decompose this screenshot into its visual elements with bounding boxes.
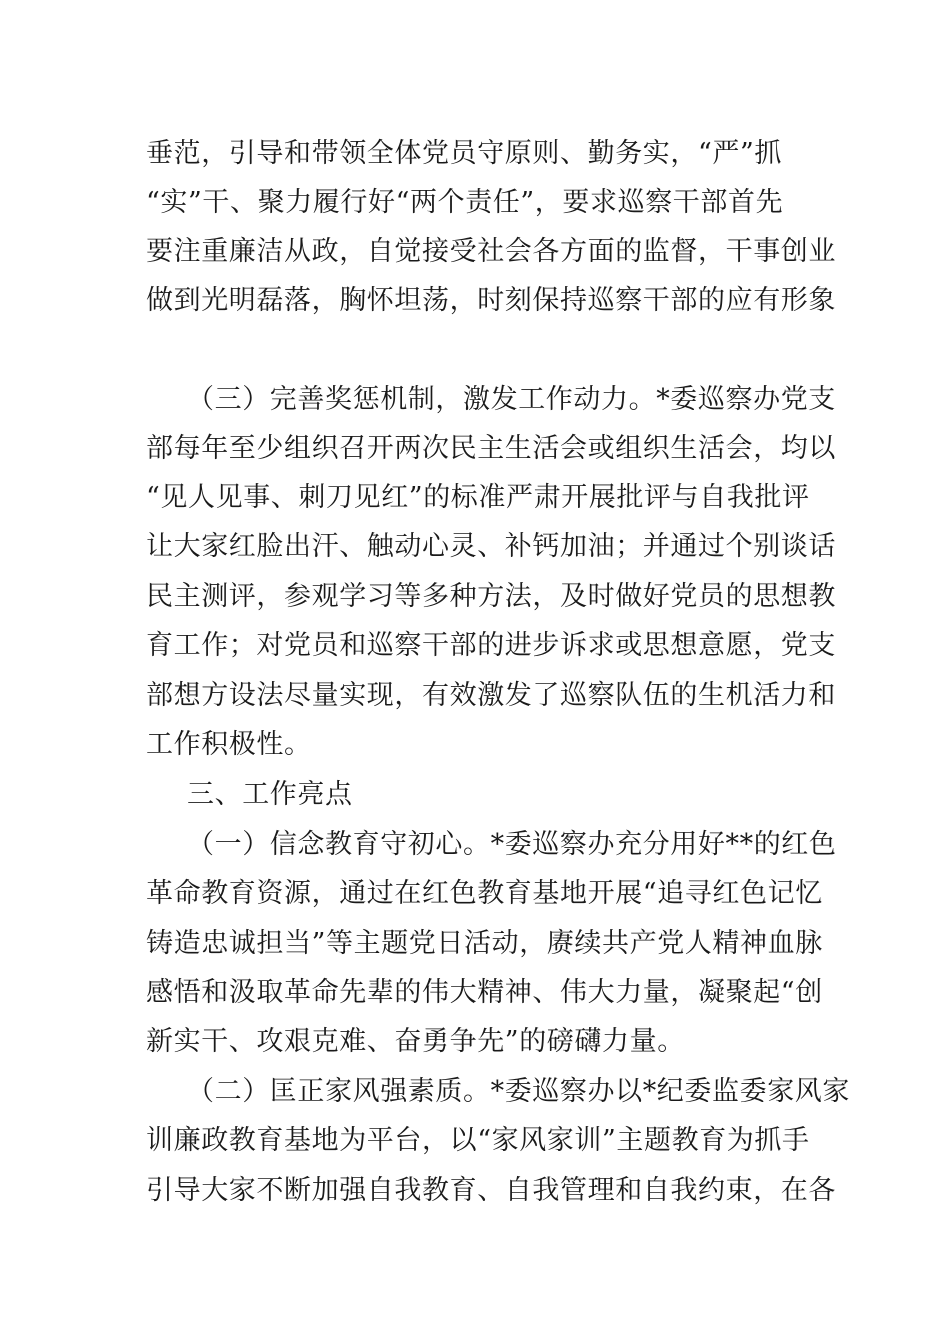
section-heading-2: （二）匡正家风强素质。*委巡察办以*纪委监委家风家 xyxy=(187,1076,850,1107)
text-line: 育工作；对党员和巡察干部的进步诉求或思想意愿，党支 xyxy=(146,630,836,661)
text-line: 铸造忠诚担当”等主题党日活动，赓续共产党人精神血脉 xyxy=(146,928,823,959)
text-line: 部每年至少组织召开两次民主生活会或组织生活会，均以 xyxy=(146,433,836,464)
chapter-heading: 三、工作亮点 xyxy=(187,779,353,810)
text-line: 民主测评，参观学习等多种方法，及时做好党员的思想教 xyxy=(146,581,836,612)
text-line: “实”干、聚力履行好“两个责任”，要求巡察干部首先 xyxy=(146,187,784,218)
text-line: 训廉政教育基地为平台，以“家风家训”主题教育为抓手 xyxy=(146,1125,810,1156)
text-line: 引导大家不断加强自我教育、自我管理和自我约束，在各 xyxy=(146,1175,836,1206)
section-heading-3: （三）完善奖惩机制，激发工作动力。*委巡察办党支 xyxy=(187,384,836,415)
text-line: 工作积极性。 xyxy=(146,729,312,760)
section-heading-1: （一）信念教育守初心。*委巡察办充分用好**的红色 xyxy=(187,829,837,860)
text-line: 要注重廉洁从政，自觉接受社会各方面的监督，干事创业 xyxy=(146,236,836,267)
text-line: 感悟和汲取革命先辈的伟大精神、伟大力量，凝聚起“创 xyxy=(146,977,823,1008)
text-line: 部想方设法尽量实现，有效激发了巡察队伍的生机活力和 xyxy=(146,680,836,711)
text-line: 新实干、攻艰克难、奋勇争先”的磅礴力量。 xyxy=(146,1026,685,1057)
text-line: 让大家红脸出汗、触动心灵、补钙加油；并通过个别谈话 xyxy=(146,531,836,562)
text-line: “见人见事、刺刀见红”的标准严肃开展批评与自我批评 xyxy=(146,482,810,513)
text-line: 革命教育资源，通过在红色教育基地开展“追寻红色记忆 xyxy=(146,878,823,909)
text-line: 做到光明磊落，胸怀坦荡，时刻保持巡察干部的应有形象 xyxy=(146,285,836,316)
text-line: 垂范，引导和带领全体党员守原则、勤务实，“严”抓 xyxy=(146,138,783,169)
